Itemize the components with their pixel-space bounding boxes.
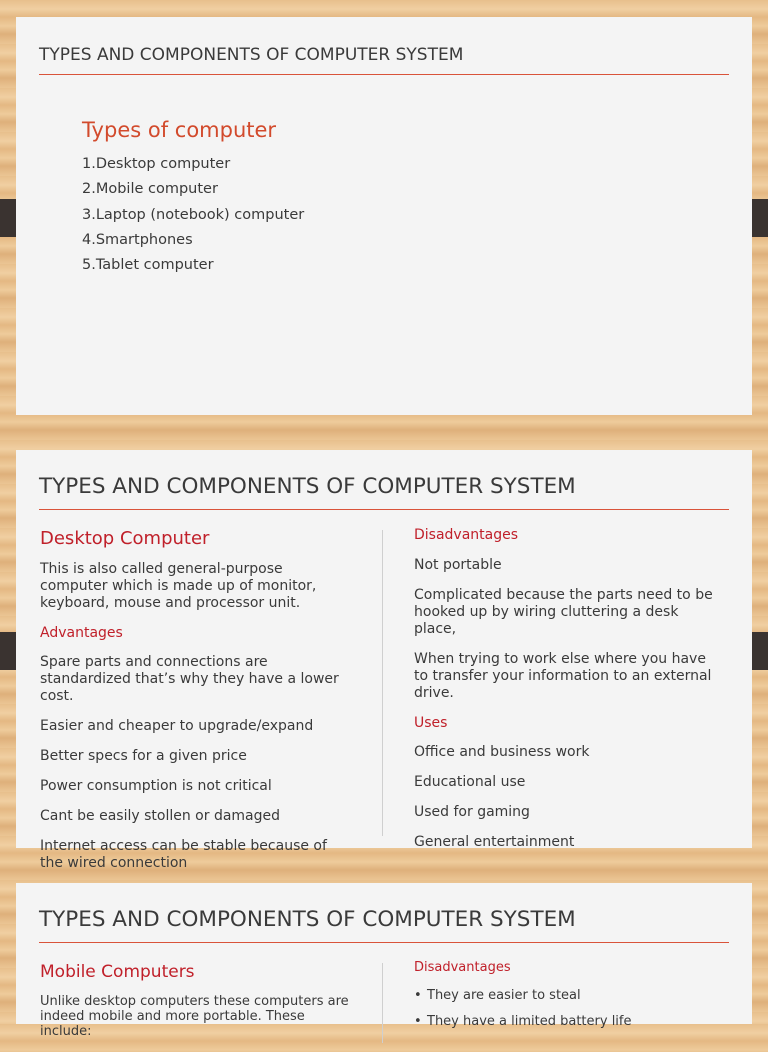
advantage-item: Better specs for a given price [40,748,247,764]
mobile-heading: Mobile Computers [40,962,195,982]
list-item: 2.Mobile computer [82,181,218,198]
advantages-label: Advantages [40,625,123,641]
advantage-item: Internet access can be stable because of the wired connection [40,838,327,871]
use-item: Office and business work [414,744,590,760]
slide-1 [16,17,752,415]
list-item: • They are easier to steal [414,988,724,1003]
slide-1-title: TYPES AND COMPONENTS OF COMPUTER SYSTEM [39,45,729,75]
disadvantages-label: Disadvantages [414,960,511,975]
mobile-intro: Unlike desktop computers these computers are indeed mobile and more portable. These include: [40,994,349,1039]
wall-bracket-right-1 [752,199,768,237]
use-item: General entertainment [414,834,575,850]
disadvantage-item: When trying to work else where you have to transfer your information to an external drive. [414,651,712,701]
use-item: Educational use [414,774,526,790]
column-divider [382,963,383,1043]
slide-3-title: TYPES AND COMPONENTS OF COMPUTER SYSTEM [39,907,729,943]
slide-1-subtitle: Types of computer [82,118,277,142]
disadvantages-label: Disadvantages [414,527,519,543]
disadvantage-item: Complicated because the parts need to be hooked up by wiring cluttering a desk place, [414,587,713,637]
slide-3 [16,883,752,1039]
use-item: Used for gaming [414,804,530,820]
desktop-intro: This is also called general-purpose computer which is made up of monitor, keyboard, mouse and processor unit. [40,561,317,611]
column-divider [382,530,383,836]
uses-label: Uses [414,715,448,731]
list-item: 5.Tablet computer [82,257,214,274]
desktop-right-column [414,527,724,864]
wall-bracket-right-2 [752,632,768,670]
mobile-disadvantages-list [414,988,724,1029]
mobile-left-column [40,962,350,1052]
wall-bracket-left-2 [0,632,16,670]
list-item: • They have a limited battery life [414,1014,724,1029]
slide-2-title: TYPES AND COMPONENTS OF COMPUTER SYSTEM [39,474,729,510]
desktop-left-column [40,529,350,885]
list-item: 4.Smartphones [82,231,193,248]
list-item: 3.Laptop (notebook) computer [82,206,305,223]
computer-types-list [82,156,304,282]
slide-2 [16,450,752,871]
list-item: 1.Desktop computer [82,156,231,172]
mobile-right-column [414,960,724,1040]
advantage-item: Power consumption is not critical [40,778,272,794]
advantage-item: Cant be easily stollen or damaged [40,808,281,824]
advantage-item: Easier and cheaper to upgrade/expand [40,718,314,734]
advantage-item: Spare parts and connections are standardized that’s why they have a lower cost. [40,654,339,704]
wall-bracket-left-1 [0,199,16,237]
disadvantage-item: Not portable [414,557,502,573]
desktop-heading: Desktop Computer [40,528,210,549]
